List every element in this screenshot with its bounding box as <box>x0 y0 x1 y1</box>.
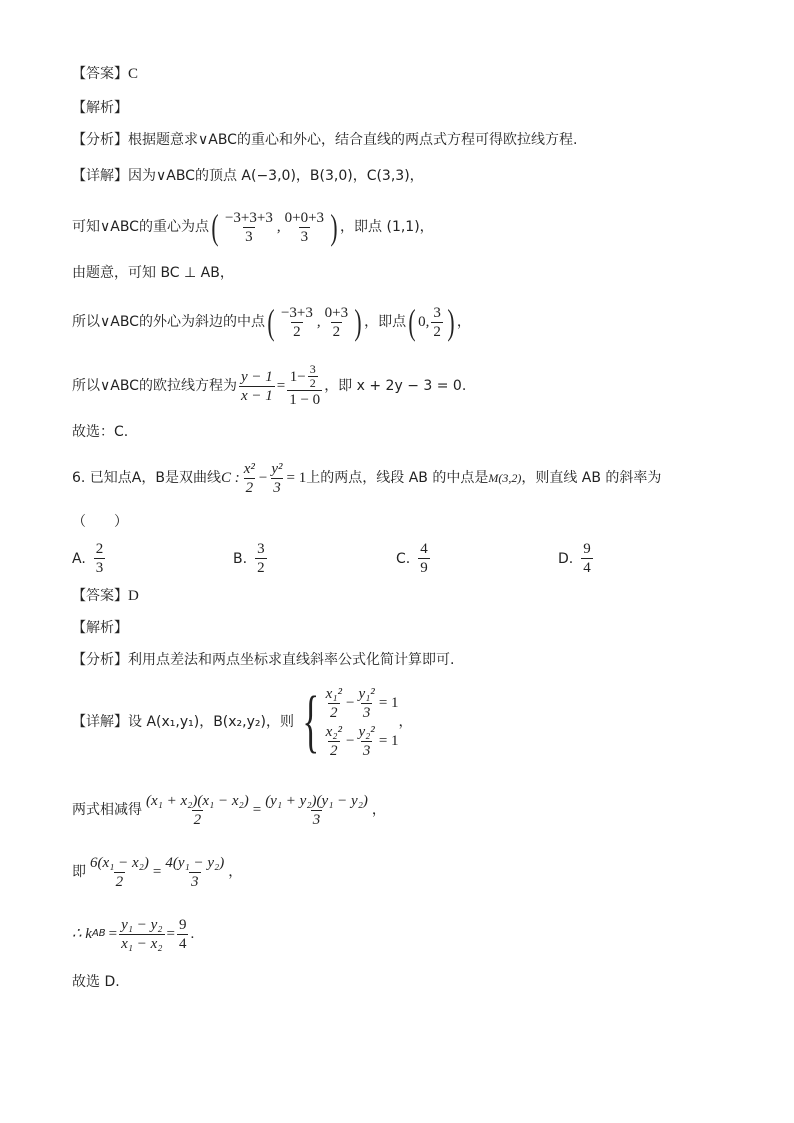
frac-den: x − 1 <box>240 387 273 404</box>
stem-c: ，则直线 AB 的斜率为 <box>521 470 662 486</box>
paren-left: ( <box>211 207 219 247</box>
point-x: 0, <box>418 314 430 330</box>
q6-ji-line <box>72 850 242 894</box>
frac-den: 4 <box>583 560 591 576</box>
detail-tag: 【详解】 <box>72 714 128 730</box>
circum-pre: 所以∨ABC的外心为斜边的中点 <box>72 314 265 330</box>
choose-text: 故选：C. <box>72 424 129 440</box>
jiexi-tag: 【解析】 <box>72 100 128 116</box>
frac-den: 3 <box>95 560 104 576</box>
frac-num: 3 <box>433 304 441 321</box>
option-label: A. <box>72 550 86 567</box>
centroid-post: ，即点 (1,1)， <box>340 219 434 235</box>
frac-den: 2 <box>332 323 341 340</box>
perp-text: 由题意，可知 BC ⊥ AB， <box>72 265 234 281</box>
fraction <box>283 209 326 246</box>
fraction <box>163 854 226 891</box>
sub-pre: 两式相减得 <box>72 802 142 818</box>
fraction <box>287 363 322 409</box>
slope-k: ∴ k <box>72 926 92 942</box>
circum-mid: ，即点 <box>364 314 407 330</box>
ji-pre: 即 <box>72 864 86 880</box>
answer-value: C <box>128 66 139 82</box>
system-row <box>322 684 399 722</box>
fraction <box>323 304 350 341</box>
frac-den: 2 <box>330 742 338 759</box>
option-c <box>396 540 432 577</box>
frac-den: 3 <box>362 742 371 759</box>
frac-num: y₁ − y₂ <box>121 916 163 933</box>
fraction <box>356 723 376 760</box>
frac-den: 2 <box>245 479 254 496</box>
frac-num: 4 <box>420 541 428 557</box>
q5-analysis-line <box>72 130 577 150</box>
fraction <box>263 792 370 829</box>
analysis-tag: 【分析】 <box>72 132 128 148</box>
frac-den: 2 <box>193 811 202 828</box>
equals: = <box>166 926 175 942</box>
q5-circum-line: 所以∨ABC的外心为斜边的中点 ( $\frac{-3+3}{2}$ , $\frac{0+3}{2}$ ) ，即点 ( 0, $\frac{3}{2}$ ) ， <box>72 302 471 342</box>
answer-value: D <box>128 588 139 604</box>
rhs: = 1 <box>378 695 399 711</box>
euler-post: ，即 x + 2y − 3 = 0. <box>324 378 467 394</box>
fraction <box>324 723 344 760</box>
fraction <box>239 368 275 405</box>
fraction <box>88 854 151 891</box>
q5-jiexi <box>72 98 128 118</box>
frac-num: 9 <box>178 916 187 933</box>
frac-den: 3 <box>273 479 281 496</box>
frac-den: 2 <box>330 704 338 721</box>
detail-text: 设 A(x₁,y₁)，B(x₂,y₂)，则 <box>128 714 294 730</box>
frac-num: y − 1 <box>240 368 273 385</box>
frac-num: (x₁ + x₂)(x₁ − x₂) <box>146 792 249 809</box>
fraction <box>308 363 318 390</box>
frac-num: 0+0+3 <box>284 209 325 226</box>
stem-b: 上的两点，线段 AB 的中点是 <box>306 470 489 486</box>
q6-analysis-line <box>72 650 454 670</box>
option-label: D. <box>558 550 574 567</box>
q6-answer-line <box>72 586 139 606</box>
choose-text: 故选 D. <box>72 974 120 990</box>
frac-den: 3 <box>362 704 371 721</box>
slope-post: . <box>190 926 195 942</box>
num-part: 1− <box>289 368 306 385</box>
frac-num: −3+3+3 <box>224 209 273 226</box>
frac-den: 2 <box>115 873 124 890</box>
fraction <box>279 304 315 341</box>
option-label: C. <box>396 550 411 567</box>
curve-label: C : <box>221 470 240 486</box>
frac-num: 4(y₁ − y₂) <box>165 854 225 871</box>
answer-tag: 【答案】 <box>72 66 128 82</box>
q6-blank <box>72 512 128 532</box>
option-label: B. <box>233 550 248 567</box>
frac-den: 2 <box>433 323 441 340</box>
q5-detail-line <box>72 166 424 186</box>
detail-text: 因为∨ABC的顶点 A(−3,0)，B(3,0)，C(3,3)， <box>128 168 424 184</box>
centroid-pre: 可知∨ABC的重心为点 <box>72 219 209 235</box>
frac-num: 2 <box>95 541 104 557</box>
blank-paren: （ ） <box>72 514 128 530</box>
minus: − <box>345 695 355 711</box>
frac-num: y₂² <box>358 723 375 740</box>
stem-a: 6. 已知点A，B是双曲线 <box>72 470 221 486</box>
frac-num: x₁² <box>325 685 342 702</box>
analysis-text: 利用点差法和两点坐标求直线斜率公式化简计算即可. <box>128 652 455 668</box>
fraction <box>144 792 251 829</box>
frac-den: 9 <box>420 560 428 576</box>
frac-num: 3 <box>257 541 265 557</box>
fraction <box>255 540 267 577</box>
paren-right: ) <box>354 302 362 342</box>
paren-right: ) <box>447 302 455 342</box>
fraction <box>581 540 593 577</box>
fraction <box>418 540 430 577</box>
frac-den: 4 <box>178 935 187 952</box>
equals: = <box>108 926 118 942</box>
q5-centroid-line: 可知∨ABC的重心为点 ( $\frac{-3+3+3}{3}$ , $\frac{0+0+3}{3}$ ) ，即点 (1,1)， <box>72 207 434 247</box>
q6-slope-line <box>72 912 194 956</box>
brace-left: { <box>302 683 320 760</box>
frac-den: 3 <box>191 873 199 890</box>
fraction <box>94 540 106 577</box>
minus: − <box>345 733 355 749</box>
q5-choose <box>72 422 128 442</box>
paren-left: ( <box>408 302 416 342</box>
euler-pre: 所以∨ABC的欧拉线方程为 <box>72 378 237 394</box>
rhs: = 1 <box>286 470 307 486</box>
circum-post: ， <box>456 314 471 330</box>
sub-post: ， <box>371 802 386 818</box>
frac-num: 6(x₁ − x₂) <box>90 854 149 871</box>
equation-system <box>322 684 399 760</box>
frac-num: y₁² <box>358 685 375 702</box>
fraction <box>324 685 344 722</box>
frac-num: −3+3 <box>280 304 313 321</box>
fraction <box>177 916 189 953</box>
paren-right: ) <box>330 207 338 247</box>
fraction <box>269 460 284 497</box>
equals: = <box>276 378 286 394</box>
q6-detail-line <box>72 680 413 764</box>
fraction <box>356 685 376 722</box>
system-row <box>322 722 399 760</box>
answer-tag: 【答案】 <box>72 588 128 604</box>
fraction <box>431 304 443 341</box>
fraction <box>119 916 164 953</box>
q5-perp-line <box>72 263 234 283</box>
fraction <box>223 209 275 246</box>
frac-num: 3 <box>309 362 316 376</box>
frac-num: y² <box>271 460 283 477</box>
mid-point: M(3,2) <box>488 471 522 485</box>
option-d <box>558 540 595 577</box>
frac-num: x₂² <box>325 723 342 740</box>
equals: = <box>252 802 262 818</box>
jiexi-tag: 【解析】 <box>72 620 128 636</box>
option-b <box>233 540 269 577</box>
analysis-text: 根据题意求∨ABC的重心和外心，结合直线的两点式方程可得欧拉线方程. <box>128 132 578 148</box>
fraction <box>242 460 257 497</box>
analysis-tag: 【分析】 <box>72 652 128 668</box>
paren-left: ( <box>267 302 275 342</box>
frac-den: x₁ − x₂ <box>121 935 163 952</box>
minus: − <box>258 470 268 486</box>
frac-den: 2 <box>293 323 301 340</box>
frac-den: 3 <box>245 228 253 245</box>
frac-den: 1 − 0 <box>289 392 321 408</box>
rhs: = 1 <box>378 733 399 749</box>
equals: = <box>152 864 162 880</box>
q5-euler-line <box>72 356 466 416</box>
frac-den: 2 <box>257 560 265 576</box>
detail-tag: 【详解】 <box>72 168 128 184</box>
ji-post: ， <box>228 864 243 880</box>
sys-post: ， <box>398 714 413 730</box>
q6-choose <box>72 972 120 992</box>
frac-den: 3 <box>300 228 309 245</box>
q6-subtract-line <box>72 788 386 832</box>
frac-den: 3 <box>312 811 321 828</box>
frac-den: 2 <box>309 376 316 390</box>
q5-answer-line <box>72 64 138 84</box>
slope-sub: AB <box>91 928 106 939</box>
q6-stem-line <box>72 458 661 498</box>
frac-num: 0+3 <box>324 304 349 321</box>
frac-num: x² <box>243 460 255 477</box>
frac-num <box>288 363 322 390</box>
option-a <box>72 540 107 577</box>
frac-num: (y₁ + y₂)(y₁ − y₂) <box>265 792 368 809</box>
q6-jiexi <box>72 618 128 638</box>
frac-num: 9 <box>583 541 591 557</box>
